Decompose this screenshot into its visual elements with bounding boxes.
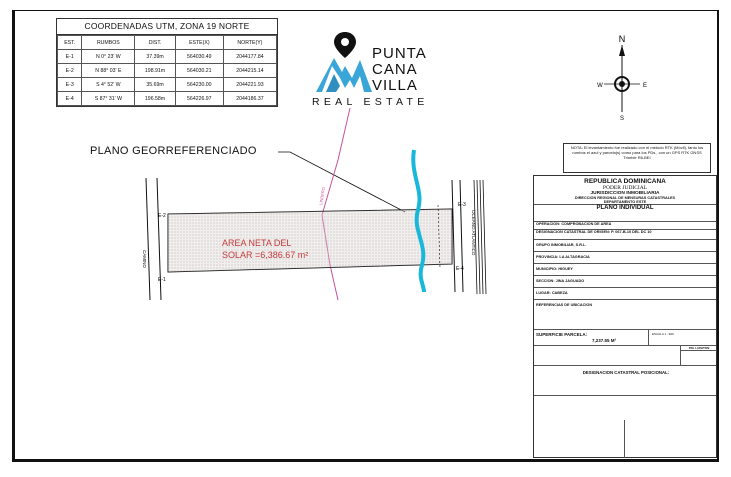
cell: 564030.21 xyxy=(175,64,223,78)
cartouche-row: LUGAR: CABEZA xyxy=(534,287,716,299)
compass-east: E xyxy=(642,83,648,89)
cartouche-row: DESIGNACION CATASTRAL DE ORIGEN: P. 067-B-10 DEL DC 10 xyxy=(534,229,716,239)
superficie-label: SUPERFICIE PARCELA: xyxy=(536,332,588,337)
plan-title: PLANO GEORREFERENCIADO xyxy=(90,145,257,157)
superficie-value: 7,237.55 M² xyxy=(592,338,617,343)
label-leader-line xyxy=(278,152,405,212)
cell: E-4 xyxy=(58,92,82,106)
utm-table-title: COORDENADAS UTM, ZONA 19 NORTE xyxy=(57,19,277,35)
divider xyxy=(648,330,649,346)
logo-line: VILLA xyxy=(372,77,418,94)
cartouche-row: GRUPO INMOBILIAR, S.R.L. xyxy=(534,239,716,251)
cell: 2044186.37 xyxy=(223,92,276,106)
cell: 37.39m xyxy=(135,50,176,64)
area-label-line1: AREA NETA DEL xyxy=(222,238,292,248)
pm-row xyxy=(534,345,716,365)
station-label: E-4 xyxy=(456,266,464,272)
direccion-heading: DIRECCION REGIONAL DE MENSURAS CATASTRALES xyxy=(574,196,676,200)
plano-heading: PLANO INDIVIDUAL xyxy=(534,204,716,211)
cell: 196.58m xyxy=(135,92,176,106)
jurisdiccion-heading: JURISDICCION INMOBILIARIA xyxy=(590,191,660,196)
republica-heading: REPUBLICA DOMINICANA xyxy=(584,178,666,185)
cartouche-row: REFERENCIAS DE UBICACION xyxy=(534,299,716,329)
cartouche-row: PROVINCIA: LA ALTAGRACIA xyxy=(534,251,716,263)
cell: 564226.97 xyxy=(175,92,223,106)
cartouche-row: SECCION: JINA JAGUADO xyxy=(534,275,716,287)
cell: N 0° 23' W xyxy=(82,50,135,64)
header-cell: EST. xyxy=(58,36,82,50)
logo-line: CANA xyxy=(372,61,418,78)
cell: E-1 xyxy=(58,50,82,64)
cell: S 87° 31' W xyxy=(82,92,135,106)
compass-north: N xyxy=(618,34,626,44)
station-label: E-1 xyxy=(158,277,166,283)
cell: 2044221.93 xyxy=(223,78,276,92)
road-label-right: OCEANO ATLANTICO xyxy=(471,210,476,256)
pm-label: P.M. LUISITON xyxy=(681,346,717,351)
header-cell: ESTE(X) xyxy=(175,36,223,50)
header-cell: RUMBOS xyxy=(82,36,135,50)
title-block xyxy=(533,175,717,458)
header-cell: DIST. xyxy=(135,36,176,50)
cell: S 4° 52' W xyxy=(82,78,135,92)
station-label: E-3 xyxy=(458,202,466,208)
designacion-row: DESIGNACION CATASTRAL POSICIONAL: xyxy=(534,365,716,395)
cell: E-3 xyxy=(58,78,82,92)
logo-tagline: REAL ESTATE xyxy=(312,96,429,108)
cell: E-2 xyxy=(58,64,82,78)
logo-line: PUNTA xyxy=(372,45,427,62)
coast-line xyxy=(460,180,463,292)
depto-heading: DEPARTAMENTO ESTE xyxy=(603,200,647,204)
road-left-edge xyxy=(146,178,150,300)
cell: 564230.00 xyxy=(175,78,223,92)
cell: 2044215.14 xyxy=(223,64,276,78)
escala-label: ESCALA 1 : 900 xyxy=(652,332,674,336)
poder-heading: PODER JUDICIAL xyxy=(602,185,648,191)
survey-note: NOTA: El levantamiento fue realizado con el método RTK (Móvil), tanto los rumbos el azul y parcela(s) como para los PDs., con un GPS RTK GNSS Trimble R6-BEI xyxy=(563,143,711,173)
cartouche-row: MUNICIPIO: HIGUEY xyxy=(534,263,716,275)
area-label-line2: SOLAR =6,386.67 m² xyxy=(222,250,309,260)
road-label-left: CAMINO xyxy=(142,250,147,268)
compass-south: S xyxy=(619,116,625,122)
pm-box xyxy=(680,346,717,366)
cell: N 88° 03' E xyxy=(82,64,135,78)
header-cell: NORTE(Y) xyxy=(223,36,276,50)
signature-area xyxy=(534,395,716,457)
cell: 2044177.84 xyxy=(223,50,276,64)
cell: 564030.49 xyxy=(175,50,223,64)
divider xyxy=(624,420,625,458)
station-label: E-2 xyxy=(158,213,166,219)
cell: 198.91m xyxy=(135,64,176,78)
cartouche-row: OPERACION: COMPROBACION DE AREA xyxy=(534,221,716,229)
boundary-label: LINDERO xyxy=(318,186,327,206)
cell: 35.69m xyxy=(135,78,176,92)
adjacent-boundary-line xyxy=(322,108,350,300)
compass-west: W xyxy=(597,83,603,89)
superficie-row xyxy=(534,329,716,345)
plot-parcel-fill xyxy=(168,209,452,272)
